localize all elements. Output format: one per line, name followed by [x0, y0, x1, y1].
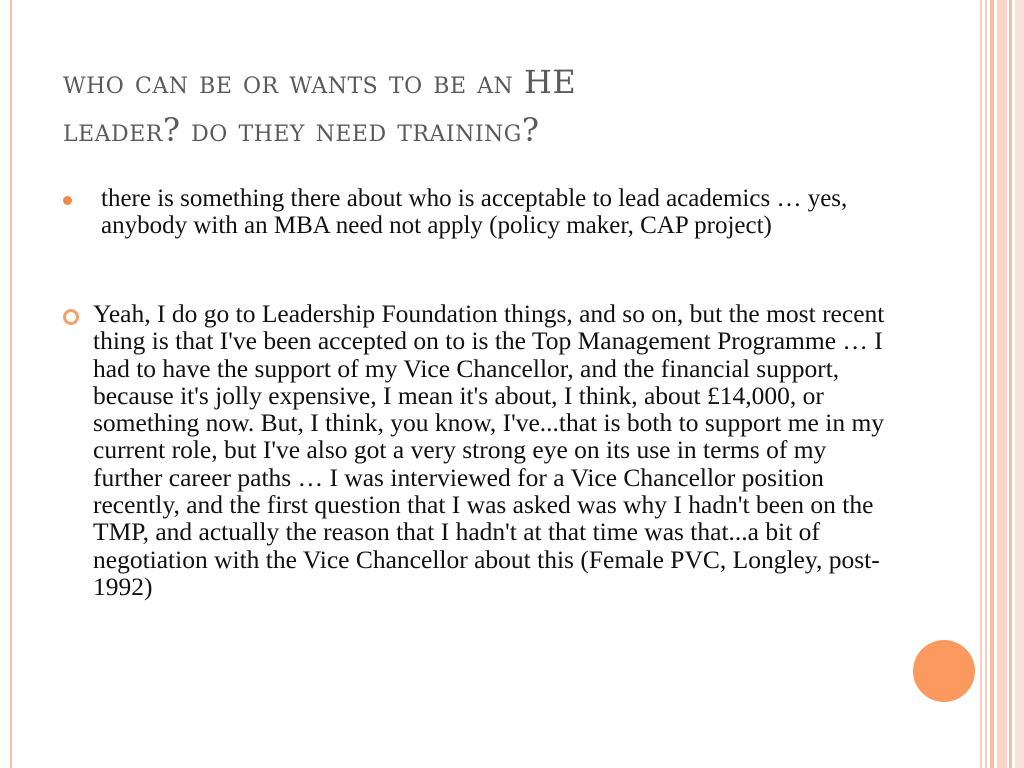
bullet-ring-icon: [63, 309, 79, 325]
stripe: [1015, 0, 1024, 768]
slide-title: [63, 58, 883, 154]
bullet-text: Yeah, I do go to Leadership Foundation things, and so on, but the most recent thing is that I've been accepted on to is the Top Management Programme … I had to have the support of my Vice Chancellor, and the financial support, because it's jolly expensive, I mean it's about, I think, about £14,000, or something now. But, I think, you know, I've...that is both to support me in my current role, but I've also got a very strong eye on its use in terms of my further career paths … I was interviewed for a Vice Chancellor position recently, and the first question that I was asked was why I hadn't been on the TMP, and actually the reason that I hadn't at that time was that...a bit of negotiation with the Vice Chancellor about this (Female PVC, Longley, post-1992): [93, 299, 885, 601]
bullet-item-1: [63, 185, 863, 239]
title-line-2: leader? do they need training?: [63, 111, 540, 149]
stripe: [985, 0, 987, 768]
stripe: [990, 0, 994, 768]
bullet-text: there is something there about who is acceptable to lead academics … yes, anybody with an MBA need not apply (policy maker, CAP project): [101, 185, 848, 239]
title-line-1: who can be or wants to be an HE: [63, 63, 577, 101]
bullet-item-2: [63, 300, 883, 600]
left-border-rule: [10, 0, 12, 768]
stripe: [1009, 0, 1012, 768]
right-decorative-stripes: [980, 0, 1024, 768]
bullet-dot-icon: [63, 196, 72, 205]
decorative-orange-circle: [913, 640, 975, 702]
stripe: [980, 0, 982, 768]
stripe: [997, 0, 1007, 768]
